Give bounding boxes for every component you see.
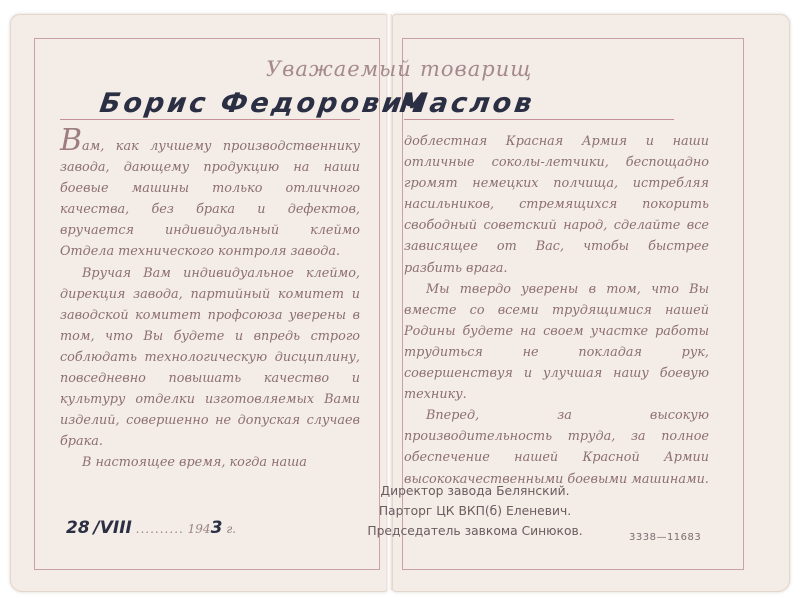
heading-word-2: товарищ (420, 57, 533, 81)
recipient-first-names: Борис Федорович (97, 88, 428, 119)
paragraph-1 (60, 123, 360, 263)
print-code: 3338—11683 (629, 532, 702, 543)
paragraph-3: В настоящее время, когда наша (82, 455, 307, 471)
paragraph-5: Мы твердо уверены в том, что Вы вместе со всеми трудящимися нашей Родины будете на своем участке работы трудиться не покладая рук, совершенствуя и улучшая нашу боевую технику. (404, 281, 709, 403)
paragraph-4: доблестная Красная Армия и наши отличные соколы-летчики, беспощадно громят немецких полчища, истребляя насильников, стремящихся покорить свободный советский народ, сделайте все зависящее от Вас, чтобы быстрее разбить врага. (404, 134, 709, 276)
date-year-suffix: 3 (210, 518, 223, 538)
left-text-column (60, 123, 360, 474)
date-year-prefix: 194 (187, 522, 211, 536)
signature-party-organizer: Парторг ЦК ВКП(б) Еленевич. (378, 504, 572, 518)
drop-cap: В (60, 123, 83, 158)
date-suffix: г. (226, 522, 237, 536)
date-dots: .......... (135, 522, 184, 536)
recipient-surname: Маслов (397, 88, 537, 119)
date-month: /VIII (93, 518, 132, 538)
heading-word-1: Уважаемый (266, 57, 412, 81)
paragraph-6: Вперед, за высокую производительность труда, за полное обеспечение нашей Красной Армии высококачественными боевыми машинами. (404, 408, 709, 487)
signature-director: Директор завода Белянский. (380, 484, 570, 498)
signature-block (355, 481, 595, 541)
name-underline-left (60, 119, 360, 120)
date-day: 28 (66, 518, 90, 538)
paragraph-1-text: ам, как лучшему производственнику завода, дающему продукцию на наши боевые машины только отличного качества, без брака и дефектов, вручается индивидуальный клеймо Отдела технического контроля завода. (60, 139, 360, 260)
name-underline-right (404, 119, 674, 120)
paragraph-2: Вручая Вам индивидуальное клеймо, дирекция завода, партийный комитет и заводской комитет профсоюза уверены в том, что Вы будете и впредь строго соблюдать технологическую дисциплину, повседневно повышать качество и культуру отделки изготовляемых Вами изделий, совершенно не допуская случаев брака. (60, 265, 360, 450)
signature-union-chair: Председатель завкома Синюков. (367, 524, 583, 538)
issue-date (66, 518, 236, 538)
right-text-column (404, 131, 709, 490)
